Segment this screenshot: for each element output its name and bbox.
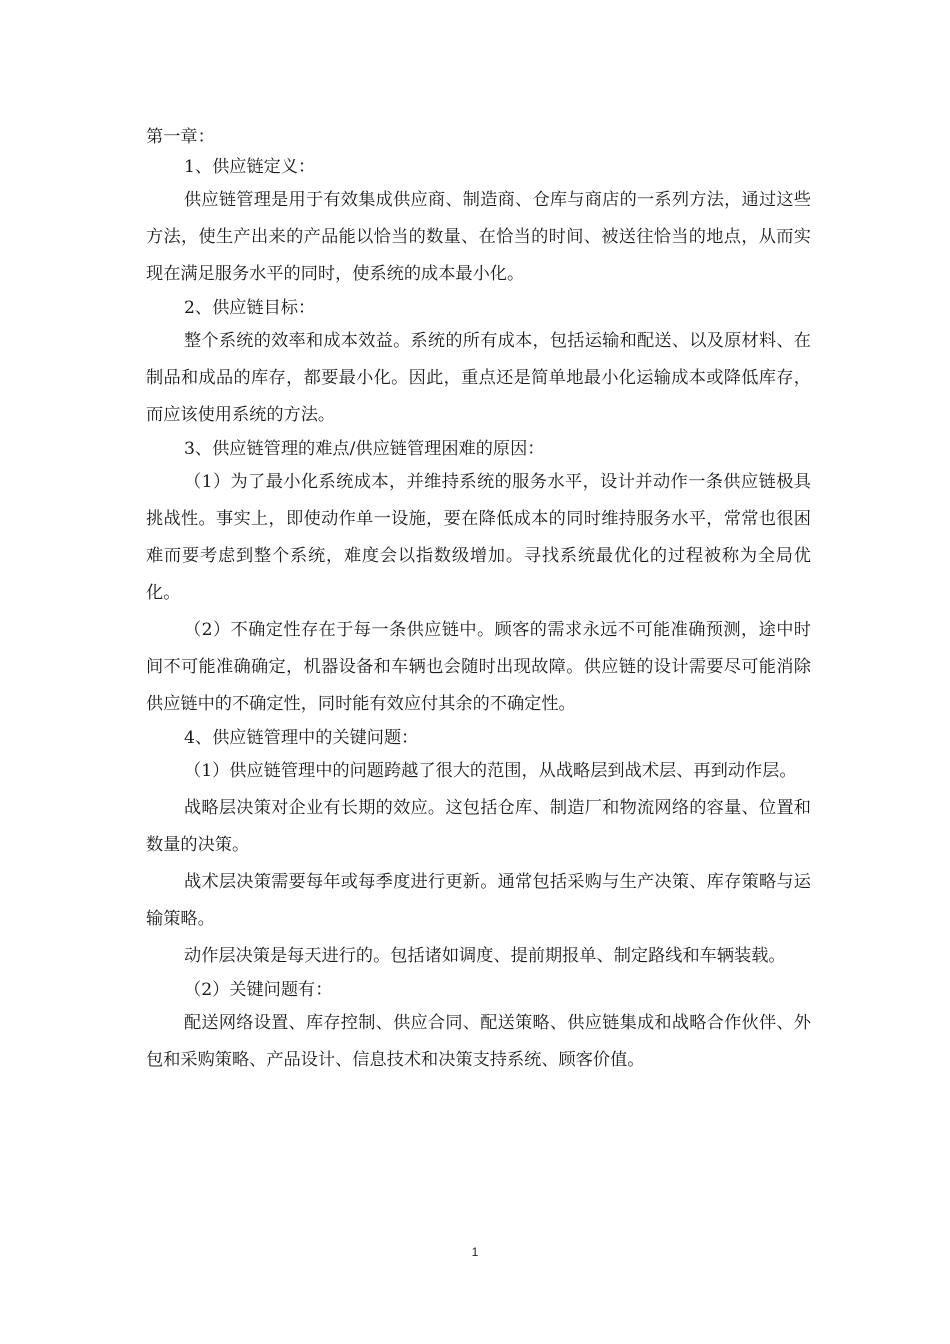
section-heading-2: 2、供应链目标：	[184, 298, 316, 318]
section-heading-1: 1、供应链定义：	[184, 157, 316, 177]
subsection-heading-key-issues: （2）关键问题有：	[184, 980, 333, 1000]
paragraph-goal: 整个系统的效率和成本效益。系统的所有成本，包括运输和配送、以及原材料、在制品和成品的库存，都要最小化。因此，重点还是简单地最小化运输成本或降低库存，而应该使用系统的方法。	[146, 331, 811, 425]
paragraph-key-issues-1: （1）供应链管理中的问题跨越了很大的范围，从战略层到战术层、再到动作层。	[184, 761, 797, 781]
paragraph-strategic: 战略层决策对企业有长期的效应。这包括仓库、制造厂和物流网络的容量、位置和数量的决策。	[146, 798, 811, 855]
page-number: 1	[471, 1245, 479, 1259]
paragraph-tactical: 战术层决策需要每年或每季度进行更新。通常包括采购与生产决策、库存策略与运输策略。	[146, 872, 811, 929]
paragraph-difficulty-1: （1）为了最小化系统成本，并维持系统的服务水平，设计并动作一条供应链极具挑战性。事实上，即使动作单一设施，要在降低成本的同时维持服务水平，常常也很困难而要考虑到整个系统，难度会以指数级增加。寻找系统最优化的过程被称为全局优化。	[146, 472, 811, 603]
chapter-heading: 第一章：	[146, 127, 215, 147]
document-body	[146, 122, 811, 1079]
paragraph-difficulty-2: （2）不确定性存在于每一条供应链中。顾客的需求永远不可能准确预测，途中时间不可能准确确定，机器设备和车辆也会随时出现故障。供应链的设计需要尽可能消除供应链中的不确定性，同时能有效应付其余的不确定性。	[146, 620, 811, 714]
section-heading-4: 4、供应链管理中的关键问题：	[184, 728, 419, 748]
section-heading-3: 3、供应链管理的难点/供应链管理困难的原因：	[184, 439, 545, 459]
paragraph-operational: 动作层决策是每天进行的。包括诸如调度、提前期报单、制定路线和车辆装载。	[184, 946, 786, 966]
paragraph-key-issues-list: 配送网络设置、库存控制、供应合同、配送策略、供应链集成和战略合作伙伴、外包和采购策略、产品设计、信息技术和决策支持系统、顾客价值。	[146, 1013, 811, 1070]
paragraph-definition: 供应链管理是用于有效集成供应商、制造商、仓库与商店的一系列方法，通过这些方法，使生产出来的产品能以恰当的数量、在恰当的时间、被送往恰当的地点，从而实现在满足服务水平的同时，使系统的成本最小化。	[146, 190, 811, 284]
